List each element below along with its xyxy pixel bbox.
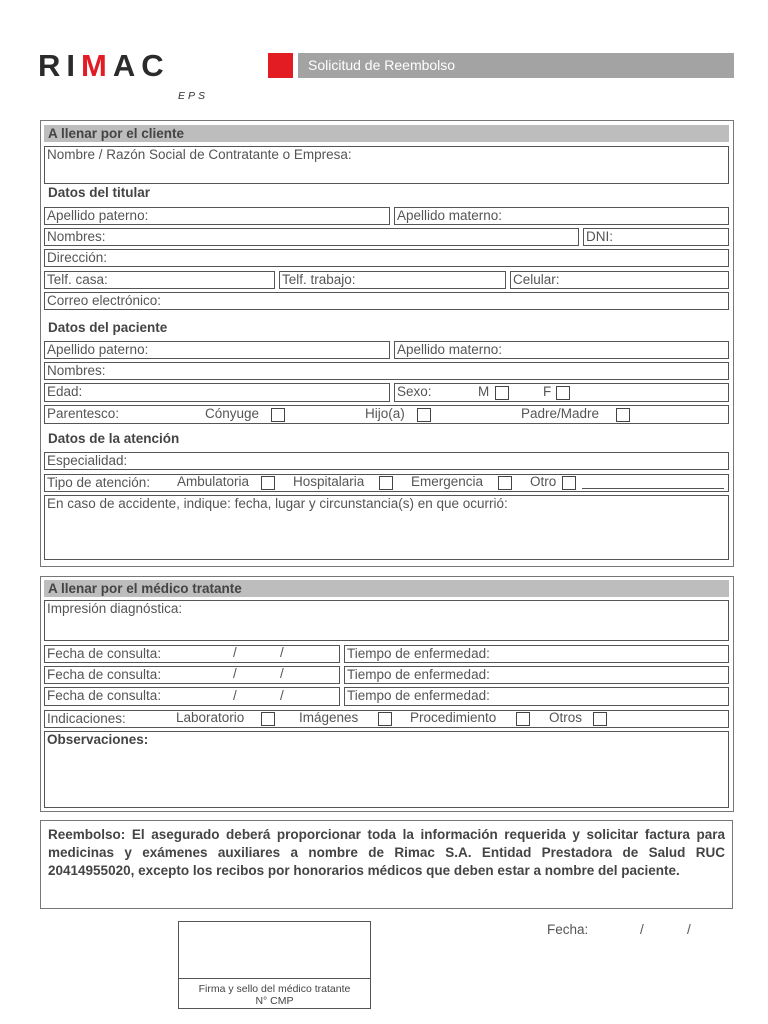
otro-specify-line[interactable] [582,488,724,489]
titular-apellido-materno[interactable] [394,207,729,225]
fecha-label: Fecha: [547,922,589,937]
label: Apellido paterno: [47,208,149,223]
tiempo-enfermedad-2[interactable] [344,666,729,684]
laboratorio-checkbox[interactable] [261,712,275,726]
reembolso-notice: Reembolso: El asegurado deberá proporcionar toda la información requerida y solicitar factura para medicinas y exámenes auxiliares a nombre de Rimac S.A. Entidad Prestadora de Salud RUC 20414955020, excepto los recibos por honorarios médicos que deben estar a nombre del paciente. [40,820,733,909]
label: Telf. casa: [47,272,108,287]
ambulatoria-label: Ambulatoria [177,474,250,489]
procedimiento-checkbox[interactable] [516,712,530,726]
rimac-logo [38,48,170,84]
label: Celular: [513,272,560,287]
date-sep: / [233,645,237,660]
paciente-edad[interactable] [44,383,390,402]
atencion-accidente[interactable] [44,495,729,560]
form-title: Solicitud de Reembolso [298,53,734,78]
otro-checkbox[interactable] [562,476,576,490]
hijo-label: Hijo(a) [365,406,405,421]
sexo-f-checkbox[interactable] [556,386,570,400]
label: Apellido materno: [397,342,503,357]
label: Edad: [47,384,83,399]
sexo-f-label: F [543,384,552,399]
label: Tiempo de enfermedad: [347,688,490,703]
brand-square [268,53,293,78]
logo-text: RIMAC [38,48,170,83]
emergencia-checkbox[interactable] [498,476,512,490]
padre-madre-checkbox[interactable] [616,408,630,422]
fecha-sep-1: / [640,922,644,937]
hospitalaria-checkbox[interactable] [379,476,393,490]
date-sep: / [280,645,284,660]
date-sep: / [280,688,284,703]
titular-nombres[interactable] [44,228,579,246]
imagenes-checkbox[interactable] [378,712,392,726]
paciente-nombres[interactable] [44,362,729,380]
titular-telf-trabajo[interactable] [279,271,506,289]
logo-eps: EPS [178,90,209,102]
hijo-checkbox[interactable] [417,408,431,422]
laboratorio-label: Laboratorio [176,710,245,725]
company-label: Nombre / Razón Social de Contratante o Empresa: [47,147,352,162]
titular-dni[interactable] [583,228,729,246]
label: Fecha de consulta: [47,646,162,661]
label: Fecha de consulta: [47,688,162,703]
label: Indicaciones: [47,711,126,726]
otro-label: Otro [530,474,557,489]
fecha-consulta-1[interactable] [44,645,340,663]
label: Tiempo de enfermedad: [347,646,490,661]
label: Dirección: [47,250,108,265]
atencion-heading: Datos de la atención [48,431,180,446]
date-sep: / [233,666,237,681]
titular-apellido-paterno[interactable] [44,207,390,225]
label: Impresión diagnóstica: [47,601,183,616]
label: Apellido materno: [397,208,503,223]
titular-heading: Datos del titular [48,185,151,200]
titular-telf-casa[interactable] [44,271,275,289]
fecha-consulta-3[interactable] [44,687,340,706]
firma-box[interactable] [178,921,371,1009]
date-sep: / [233,688,237,703]
label: Correo electrónico: [47,293,162,308]
emergencia-label: Emergencia [411,474,484,489]
conyuge-checkbox[interactable] [271,408,285,422]
label: Tipo de atención: [47,475,151,490]
titular-celular[interactable] [510,271,729,289]
tiempo-enfermedad-1[interactable] [344,645,729,663]
otros-label: Otros [549,710,583,725]
firma-divider [179,978,370,979]
titular-correo[interactable] [44,292,729,310]
label: Telf. trabajo: [282,272,356,287]
label: Especialidad: [47,453,128,468]
firma-label: Firma y sello del médico tratante [198,983,351,995]
label: Sexo: [397,384,432,399]
conyuge-label: Cónyuge [205,406,260,421]
fecha-sep-2: / [687,922,691,937]
sexo-m-label: M [478,384,490,399]
label: Nombres: [47,363,106,378]
atencion-especialidad[interactable] [44,452,729,470]
ambulatoria-checkbox[interactable] [261,476,275,490]
label: Nombres: [47,229,106,244]
otros-checkbox[interactable] [593,712,607,726]
paciente-apellido-materno[interactable] [394,341,729,359]
fecha-consulta-2[interactable] [44,666,340,684]
observaciones-label: Observaciones: [47,732,149,747]
impresion-diagnostica[interactable] [44,600,729,641]
imagenes-label: Imágenes [299,710,359,725]
client-section-heading: A llenar por el cliente [44,125,729,142]
company-field[interactable] [44,146,729,184]
label: En caso de accidente, indique: fecha, lugar y circunstancia(s) en que ocurrió: [47,496,508,511]
observaciones-field[interactable] [44,731,729,808]
label: Apellido paterno: [47,342,149,357]
padre-madre-label: Padre/Madre [521,406,600,421]
doctor-section-heading: A llenar por el médico tratante [44,580,729,597]
procedimiento-label: Procedimiento [410,710,497,725]
label: Tiempo de enfermedad: [347,667,490,682]
paciente-heading: Datos del paciente [48,320,168,335]
titular-direccion[interactable] [44,249,729,267]
date-sep: / [280,666,284,681]
label: Fecha de consulta: [47,667,162,682]
label: DNI: [586,229,613,244]
tiempo-enfermedad-3[interactable] [344,687,729,706]
hospitalaria-label: Hospitalaria [293,474,365,489]
sexo-m-checkbox[interactable] [495,386,509,400]
label: Parentesco: [47,406,120,421]
paciente-apellido-paterno[interactable] [44,341,390,359]
cmp-label: N° CMP [255,995,294,1007]
